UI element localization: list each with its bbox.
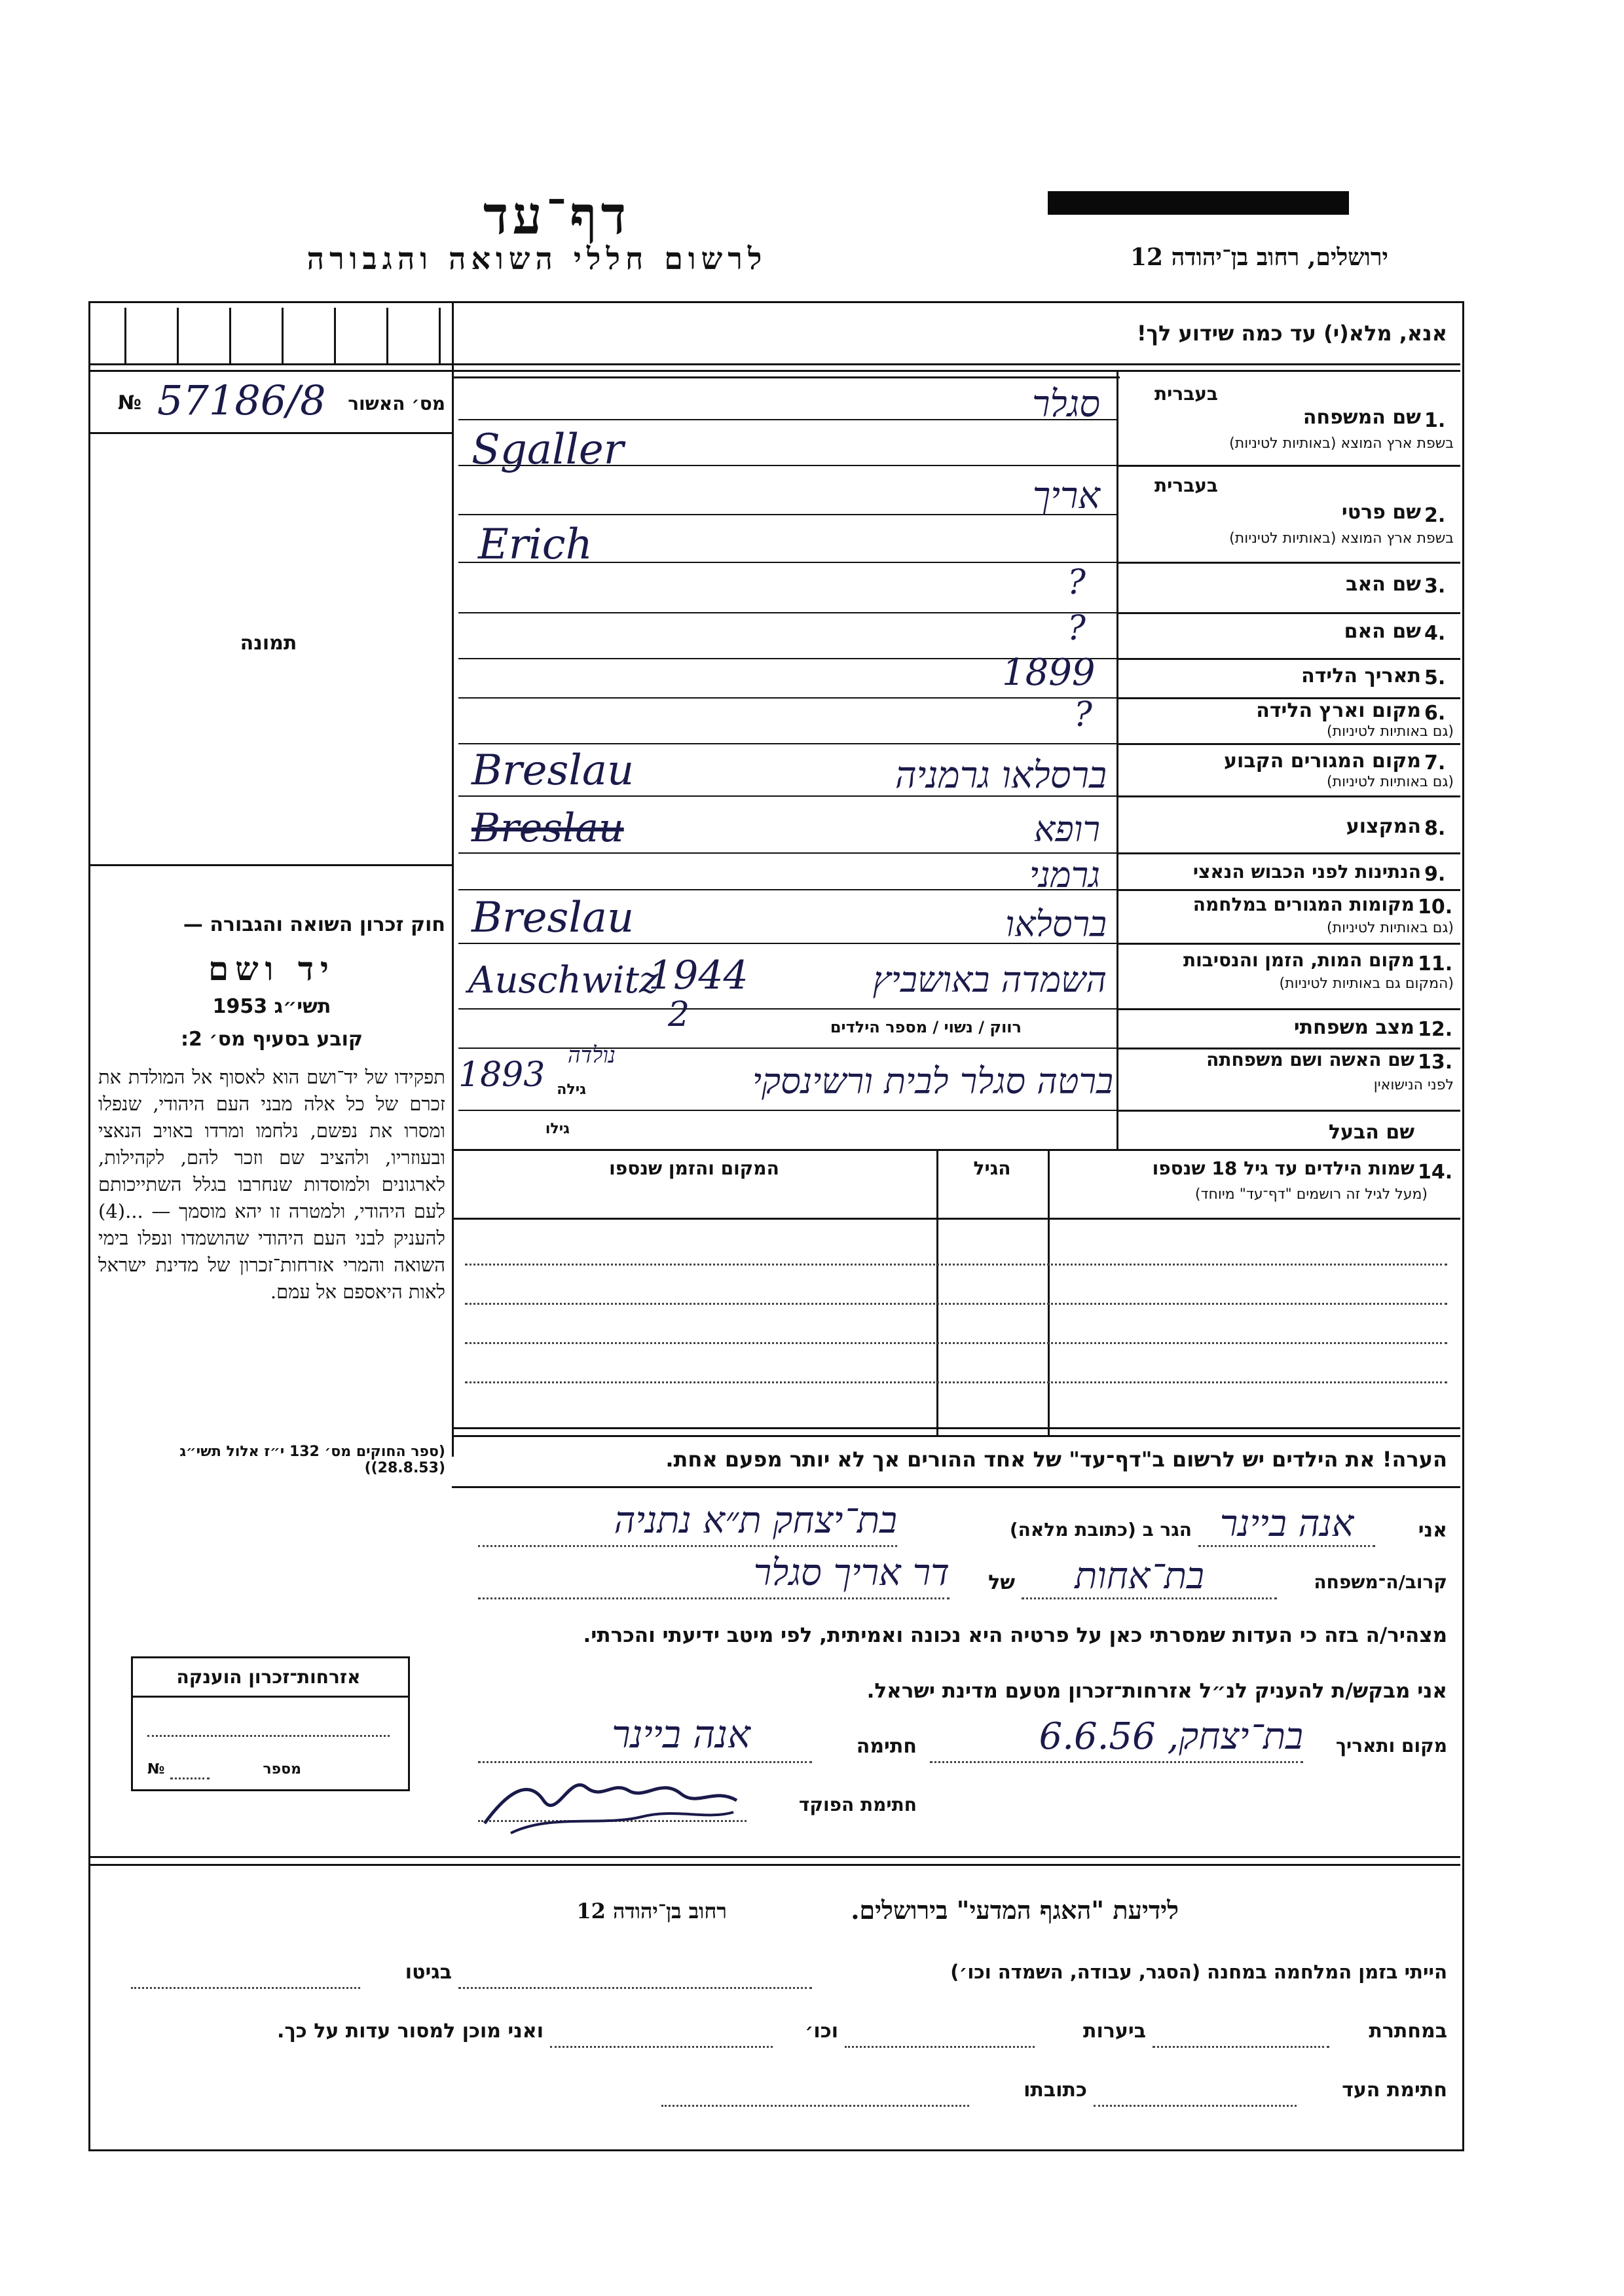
children-place-header: המקום והזמן שנספו [609,1157,779,1179]
law-text: תפקידו של יד־ושם הוא לאסוף אל המולדת את זכרם של כל אלה מבני העם היהודי, שנפלו ומסרו את נפשם, נלחמו ומרדו באויב הנאצי ובעוזריו, ולהציב שם וזכר להם, לקהילות, לארגונים ולמוסדות שנחרבו בגלל השתייכותם לעם היהודי, ולמטרה זו יהא מוסמך — ...(4) להעניק לבני העם היהודי שהושמדו ונפלו בימי השואה והמרי אזרחות־זכרון של מדינת ישראל לאות היאספם אל עמם. [98,1066,445,1303]
given-name-sub: בשפת ארץ המוצא (באותיות לטיניות) [1229,530,1454,547]
hebrew-tag-2: בעברית [1154,475,1218,496]
institute-name: יד ושם [208,949,335,988]
photo-label: תמונה [240,632,297,655]
signature-label: חתימה [856,1735,917,1758]
war-residence-sub: (גם באותיות לטיניות) [1327,920,1454,936]
place-date-value[interactable]: בת־יצחק, 6.6.56 [1039,1715,1303,1758]
field-number-2: 2. [1424,504,1446,527]
father-name-label: שם האב [1346,573,1421,596]
residence-label: מקום המגורים הקבוע [1224,750,1421,773]
children-age-header: הגיל [973,1157,1011,1179]
wife-name-label: שם האשה ושם משפחתה [1206,1049,1414,1070]
field-number-13: 13. [1418,1051,1453,1074]
field-number-10: 10. [1418,896,1453,919]
declaration-text: מצהיר/ה בזה כי העדות שמסרתי כאן על פרטיה היא נכונה ואמיתית, לפי מיטב ידיעתי והכרתי. [583,1624,1447,1647]
cert-number[interactable]: 57186/8 [157,376,326,424]
field-number-12: 12. [1418,1018,1453,1041]
field-number-7: 7. [1424,752,1446,774]
wife-birth-year[interactable]: 1893 [458,1055,545,1095]
citizenship-number-mark: № [147,1761,165,1777]
residence-latin[interactable]: Breslau [471,746,635,795]
form-plea: אנא, מלא(י) עד כמה שידוע לך! [1136,321,1447,346]
field-number-5: 5. [1424,666,1446,689]
field-number-11: 11. [1418,953,1453,975]
birth-place-sub: (גם באותיות לטיניות) [1327,723,1454,740]
etc-label: וכו׳ [805,2020,838,2043]
profession-crossed-latin[interactable]: Breslau [471,805,624,851]
mother-name-label: שם האם [1344,620,1421,643]
given-name-latin[interactable]: Erich [478,520,593,569]
footer-address: רחוב בן־יהודה 12 [576,1899,727,1923]
death-latin[interactable]: Auschwitz [468,959,659,1002]
birth-place-label: מקום וארץ הלידה [1256,699,1421,722]
field-number-3: 3. [1424,575,1446,598]
family-name-hebrew[interactable]: סגלר [1031,383,1100,426]
law-year: תשי״ג 1953 [212,995,331,1018]
cert-mark: № [118,392,142,414]
law-source: (ספר החוקים מס׳ 132 י״ז אלול תשי״ג (28.8.53)) [179,1444,445,1476]
camp-line-label: הייתי בזמן המלחמה במחנה (הסגר, עבודה, השמדה וכו׳) [950,1961,1447,1983]
war-residence-hebrew[interactable]: ברסלאו [1005,903,1107,945]
marital-status-label: מצב משפחתי [1293,1016,1414,1039]
page-title: דף־עד [483,185,631,246]
mother-name-value[interactable]: ? [1067,609,1086,648]
forests-label: ביערות [1083,2020,1146,2043]
given-name-hebrew[interactable]: אריך [1032,475,1100,517]
request-text: אני מבקש/ת להעניק לנ״ל אזרחות־זכרון מטעם מדינת ישראל. [866,1679,1447,1703]
husband-age-tag: גילו [545,1121,570,1137]
profession-hebrew[interactable]: רופא [1033,809,1100,850]
redacted-block [1048,191,1349,215]
declarant-label: אני [1418,1519,1447,1542]
family-name-label: שם המשפחה [1302,406,1421,429]
death-hebrew[interactable]: השמדה באושביץ [872,959,1107,1000]
birth-date-value[interactable]: 1899 [1002,651,1096,694]
children-label: שמות הילדים עד גיל 18 שנספו [1152,1157,1414,1179]
death-sub: (המקום גם באותיות לטיניות) [1279,975,1454,992]
wife-age-tag: גילה [557,1082,586,1098]
death-year[interactable]: 1944 [648,953,748,998]
wife-name-value[interactable]: ברטה סגלר לבית ורשינסקי [752,1061,1113,1102]
citizenship-value[interactable]: גרמני [1029,854,1100,896]
residence-sub: (גם באותיות לטיניות) [1327,774,1454,790]
underground-label: במחתרת [1369,2020,1447,2043]
residence-hebrew[interactable]: ברסלאו גרמניה [895,754,1107,797]
birth-date-label: תאריך הלידה [1301,665,1421,687]
declarant-address[interactable]: בת־יצחק ת״א נתניה [614,1499,897,1542]
children-note: הערה! את הילדים יש לרשום ב"דף־עד" של אחד ההורים אך לא יותר מפעם אחת. [665,1447,1447,1472]
family-name-latin[interactable]: Sgaller [471,426,624,474]
birth-place-value[interactable]: ? [1074,695,1092,735]
field-number-1: 1. [1424,409,1446,432]
field-number-9: 9. [1424,863,1446,886]
ghetto-label: בגיטו [405,1961,452,1984]
testimony-willing-label: ואני מוכן למסור עדות על כך. [277,2020,544,2043]
law-clause: קובע בסעיף מס׳ 2: [180,1028,363,1051]
profession-label: המקצוע [1346,815,1421,838]
tick-boxes [105,308,445,363]
marital-status-options: רווק / נשוי / מספר הילדים [830,1018,1022,1036]
witness-address-label: כתובתו [1024,2079,1087,2102]
header-address: ירושלים, רחוב בן־יהודה 12 [1130,244,1388,271]
declarant-name[interactable]: אנה ביינר [1219,1503,1354,1545]
wife-born-tag[interactable]: נולדה [567,1042,616,1068]
official-signature-label: חתימת הפוקד [798,1794,917,1815]
page-subtitle: לרשום חללי השואה והגבורה [306,241,767,276]
war-residence-latin[interactable]: Breslau [471,894,635,942]
cert-label: מס׳ האשור [348,393,445,414]
death-label: מקום המות, הזמן והנסיבות [1183,949,1414,971]
father-name-value[interactable]: ? [1067,563,1086,602]
field-number-4: 4. [1424,622,1446,645]
official-signature-scribble [471,1761,747,1840]
citizenship-number-label: מספר [263,1761,301,1777]
field-number-6: 6. [1424,702,1446,725]
field-number-14: 14. [1418,1161,1453,1184]
witness-signature-label: חתימת העד [1342,2079,1447,2102]
wife-name-sub: לפני הנישואין [1373,1077,1454,1093]
address-label: הגר ב (כתובת מלאה) [1009,1519,1192,1540]
place-date-label: מקום ותאריך [1335,1735,1447,1757]
footer-title: לידיעת "האגף המדעי" בירושלים. [851,1895,1179,1925]
of-label: של [988,1571,1015,1594]
signature-value[interactable]: אנה ביינר [612,1712,750,1757]
family-name-sub: בשפת ארץ המוצא (באותיות לטיניות) [1229,435,1454,452]
law-title: חוק זכרון השואה והגבורה — [183,913,445,936]
relation-label: קרוב/ה־משפחה [1314,1571,1447,1593]
given-name-label: שם פרטי [1341,501,1421,524]
citizenship-granted-label: אזרחות־זכרון הוענקה [176,1666,361,1688]
children-count-value[interactable]: 2 [668,995,690,1034]
subject-name[interactable]: דר אריך סגלר [753,1552,950,1594]
children-sub: (מעל לגיל זה רושמים "דף־עד" מיוחד) [1194,1186,1428,1203]
relation-value[interactable]: בת־אחות [1075,1555,1204,1597]
citizenship-label: הנתינות לפני הכבוש הנאצי [1192,861,1421,883]
field-number-8: 8. [1424,817,1446,840]
husband-name-label: שם הבעל [1328,1121,1414,1144]
hebrew-tag-1: בעברית [1154,383,1218,405]
war-residence-label: מקומות המגורים במלחמה [1192,894,1414,915]
